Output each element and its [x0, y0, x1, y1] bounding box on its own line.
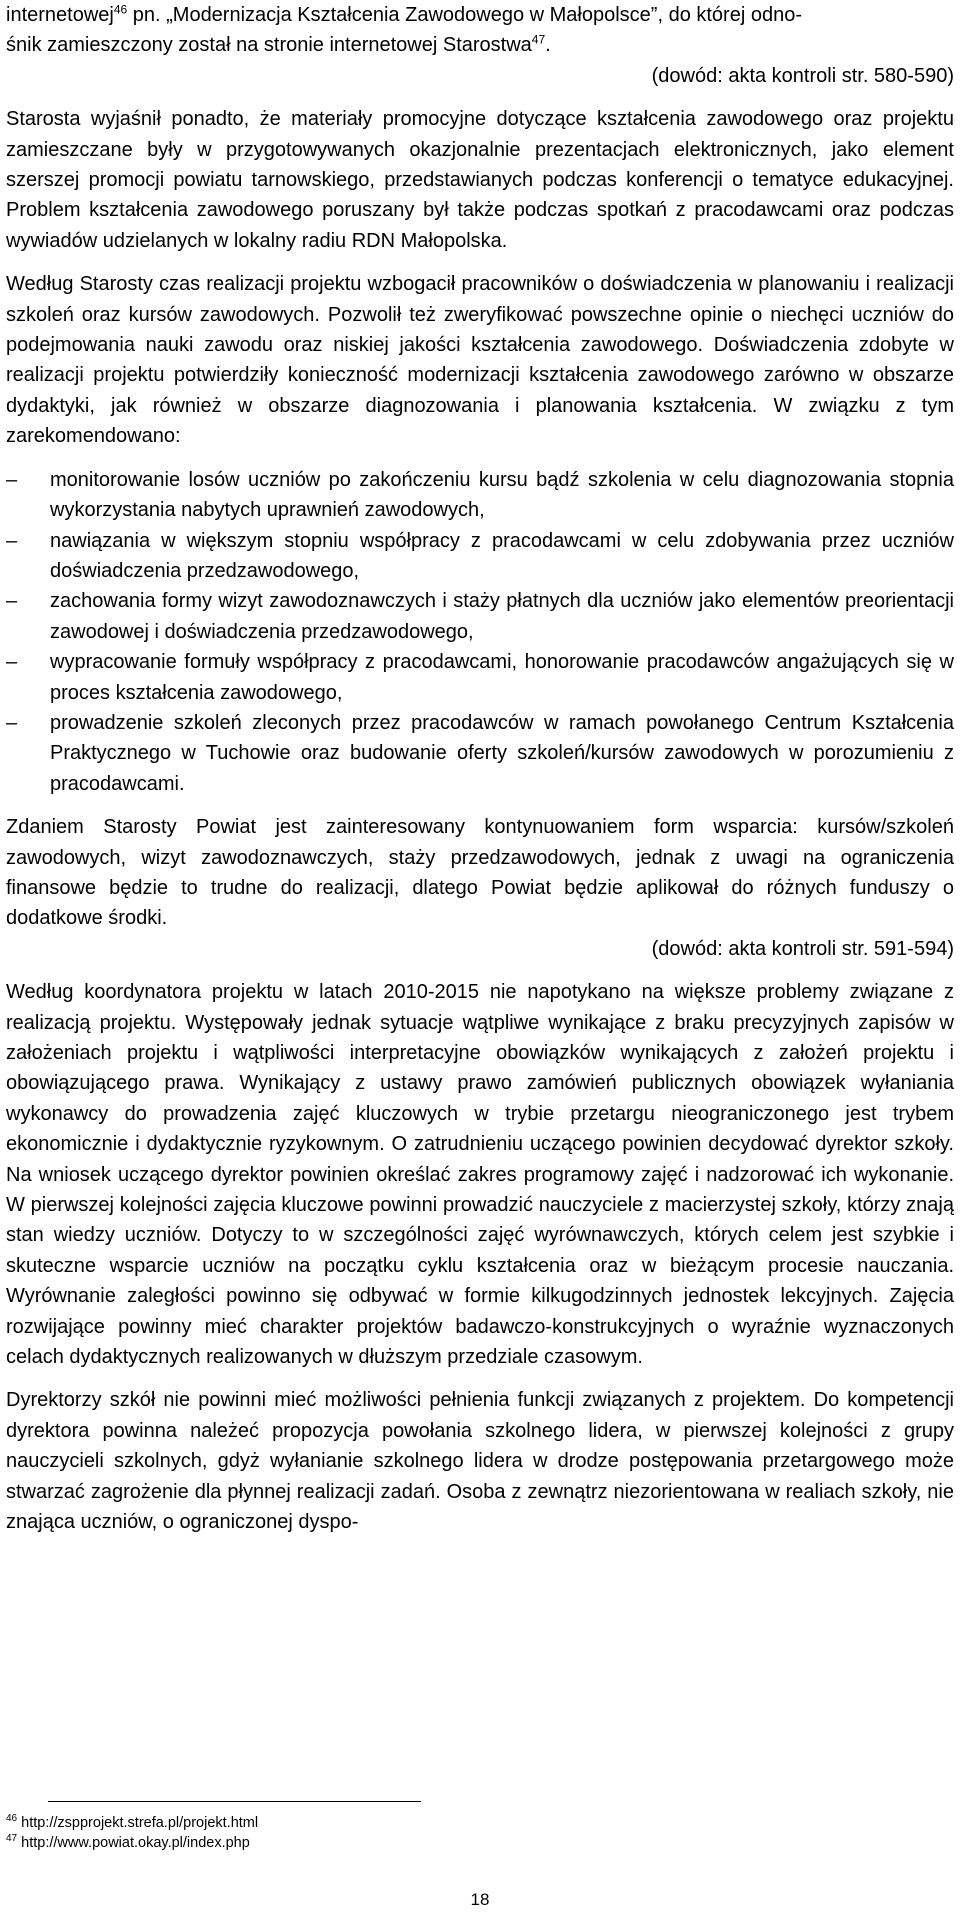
paragraph-2: Według Starosty czas realizacji projektu wzbogacił pracowników o doświadczenia w planowaniu i realizacji szkoleń oraz kursów zawodowych. Pozwolił też zweryfikować powszechne opinie o niechęci uczniów do podejmowania nauki zawodu oraz niskiej jakości kształcenia zawodowego. Doświadczenia zdobyte w realizacji projektu potwierdziły konieczność modernizacji kształcenia zawodowego zarówno w obszarze dydaktyki, jak również w obszarze diagnozowania i planowania kształcenia. W związku z tym zarekomendowano:	[6, 273, 954, 448]
footnote-46	[6, 1813, 258, 1833]
paragraph-5: Dyrektorzy szkół nie powinni mieć możliwości pełnienia funkcji związanych z projektem. Do kompetencji dyrektora powinna należeć propozycja powołania szkolnego lidera, w pierwszej kolejności z grupy nauczycieli szkolnych, gdyż wyłanianie szkolnego lidera w drodze postępowania przetargowego może stwarzać zagrożenie dla płynnej realizacji zadań. Osoba z zewnątrz niezorientowana w realiach szkoły, nie znająca uczniów, o ograniczonej dyspo-	[6, 1389, 954, 1534]
footnote-number: 47	[6, 1833, 18, 1845]
page-number: 18	[470, 1890, 490, 1909]
text-run: pn. „Modernizacja Kształcenia Zawodowego w Małopolsce”, do której odno-	[127, 4, 802, 26]
recommendations-list	[6, 465, 954, 799]
list-item	[6, 586, 954, 647]
paragraph-4: Według koordynatora projektu w latach 2010-2015 nie napotykano na większe problemy związane z realizacją projektu. Występowały jednak sytuacje wątpliwe wynikające z braku precyzyjnych zapisów w założeniach projektu i wątpliwości interpretacyjne obowiązków wynikających z założeń projektu i obowiązującego prawa. Wynikający z ustawy prawo zamówień publicznych obowiązek wyłaniania wykonawcy do prowadzenia zajęć kluczowych w trybie przetargu nieograniczonego jest trybem ekonomicznie i dydaktycznie ryzykownym. O zatrudnieniu uczącego powinien decydować dyrektor szkoły. Na wniosek uczącego dyrektor powinien określać zakres programowy zajęć i nadzorować ich wykonanie. W pierwszej kolejności zajęcia kluczowe powinni prowadzić nauczyciele z macierzystej szkoły, którzy znają stan wiedzy uczniów. Dotyczy to w szczególności zajęć wyrównawczych, których celem jest szybkie i skuteczne wsparcie uczniów na początku cyklu kształcenia oraz w bieżącym procesie nauczania. Wyrównanie zaległości powinno się odbywać w formie kilkugodzinnych jednostek lekcyjnych. Zajęcia rozwijające powinny mieć charakter projektów badawczo-konstrukcyjnych o wyraźnie wyznaczonych celach dydaktycznych realizowanych w dłuższym przedziale czasowym.	[6, 981, 954, 1369]
text-run: śnik zamieszczony został na stronie internetowej Starostwa	[6, 34, 532, 57]
dash-bullet: –	[6, 468, 18, 491]
list-item	[6, 465, 954, 526]
list-item	[6, 647, 954, 708]
text-run: internetowej	[6, 4, 114, 26]
continued-paragraph	[6, 0, 954, 61]
footnote-separator	[48, 1801, 421, 1802]
list-item-text: monitorowanie losów uczniów po zakończeniu kursu bądź szkolenia w celu diagnozowania stopnia wykorzystania nabytych uprawnień zawodowych,	[50, 468, 954, 522]
list-item	[6, 708, 954, 799]
paragraph-3: Zdaniem Starosty Powiat jest zainteresowany kontynuowaniem form wsparcia: kursów/szkoleń zawodowych, wizyt zawodoznawczych, staży przedzawodowych, jednak z uwagi na ograniczenia finansowe będzie to trudne do realizacji, dlatego Powiat będzie aplikował do różnych funduszy o dodatkowe środki.	[6, 816, 954, 930]
list-item-text: nawiązania w większym stopniu współpracy z pracodawcami w celu zdobywania przez uczniów doświadczenia przedzawodowego,	[50, 529, 954, 582]
footnote-ref-47: 47	[531, 32, 546, 47]
paragraph-1: Starosta wyjaśnił ponadto, że materiały promocyjne dotyczące kształcenia zawodowego oraz projektu zamieszczane były w przygotowywanych okazjonalnie prezentacjach elektronicznych, jako element szerszej promocji powiatu tarnowskiego, przedstawianych podczas konferencji o tematyce edukacyjnej. Problem kształcenia zawodowego poruszany był także podczas spotkań z pracodawcami oraz podczas wywiadów udzielanych w lokalny radiu RDN Małopolska.	[6, 108, 954, 252]
footnote-text: http://www.powiat.okay.pl/index.php	[17, 1835, 250, 1851]
footnotes	[6, 1813, 258, 1853]
list-item-text: zachowania formy wizyt zawodoznawczych i staży płatnych dla uczniów jako elementów preorientacji zawodowej i doświadczenia przedzawodowego,	[50, 590, 954, 643]
list-item	[6, 526, 954, 587]
dash-bullet: –	[6, 529, 18, 552]
list-item-text: wypracowanie formuły współpracy z pracodawcami, honorowanie pracodawców angażujących się w proces kształcenia zawodowego,	[50, 651, 954, 704]
dash-bullet: –	[6, 651, 18, 674]
list-item-text: prowadzenie szkoleń zleconych przez pracodawców w ramach powołanego Centrum Kształcenia Praktycznego w Tuchowie oraz budowanie oferty szkoleń/kursów zawodowych w porozumieniu z pracodawcami.	[50, 711, 954, 795]
footnote-ref-46: 46	[113, 2, 128, 17]
text-run: .	[545, 34, 551, 57]
dash-bullet: –	[6, 711, 18, 734]
source-citation: (dowód: akta kontroli str. 580-590)	[651, 64, 954, 87]
footnote-number: 46	[6, 1813, 18, 1825]
source-citation: (dowód: akta kontroli str. 591-594)	[651, 937, 954, 960]
footnote-text: http://zspprojekt.strefa.pl/projekt.html	[17, 1815, 259, 1831]
footnote-47	[6, 1833, 258, 1853]
dash-bullet: –	[6, 590, 18, 613]
